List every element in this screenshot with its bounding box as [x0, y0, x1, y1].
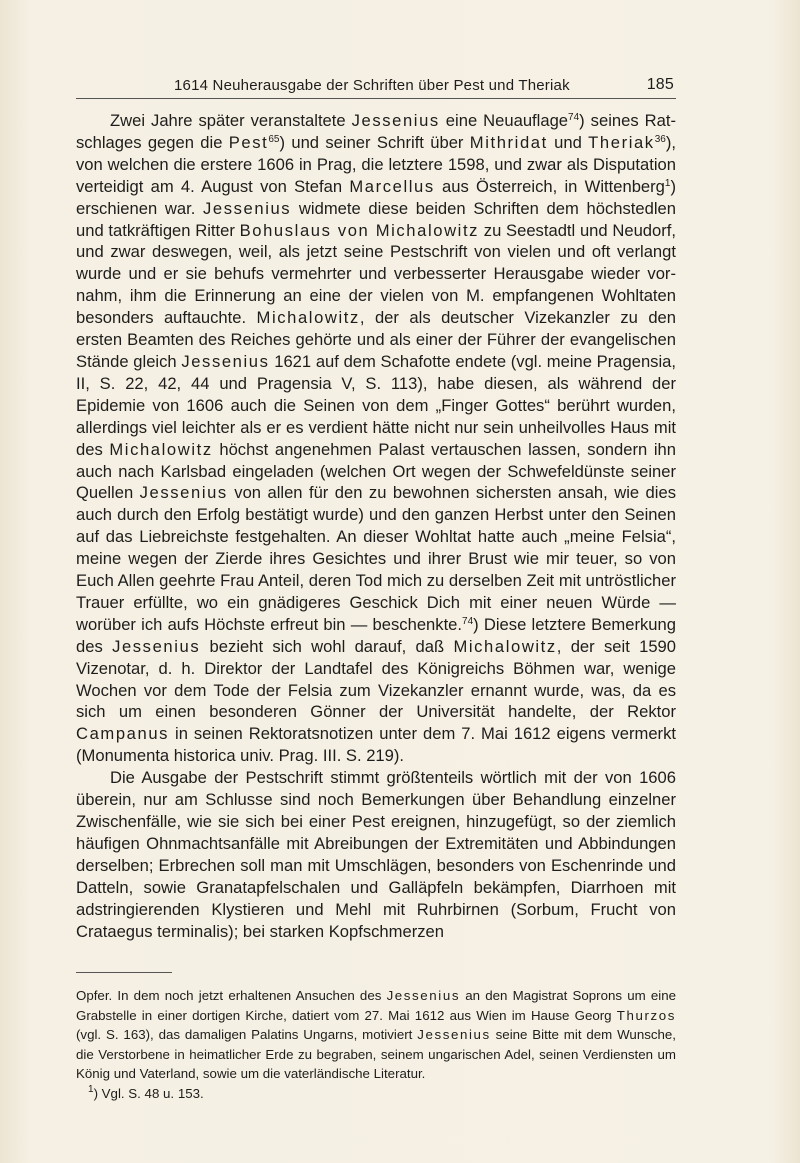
- spaced-name: Bohuslaus von Michalowitz: [239, 220, 480, 240]
- footnote-marker: 74: [568, 112, 580, 123]
- footnote-rule: [76, 972, 172, 973]
- spaced-name: Michalowitz: [256, 308, 360, 328]
- footnotes: [76, 986, 676, 1104]
- page-number: 185: [646, 76, 674, 93]
- spaced-name: Jessenius: [351, 111, 440, 130]
- spaced-name: Jessenius: [203, 198, 292, 218]
- spaced-name: Pest: [228, 132, 269, 152]
- spaced-name: Jessenius: [112, 636, 201, 656]
- paragraph: Die Ausgabe der Pestschrift stimmt größtenteils wörtlich mit der von 1606 überein, nur am Schlusse sind noch Bemerkungen über Behandlung einzelner Zwischenfälle, wie sie sich bei einer Pest ereignen, hinzugefügt, so der ziemlich häufigen Ohnmachtsanfälle mit Abreibungen der Extremitäten und Abbindungen derselben; Erbrechen soll man mit Umschlägen, besonders von Eschenrinde und Datteln, sowie Granatapfelschalen und Galläpfeln bekämpfen, Diarrhoen mit adstringierenden Klystieren und Mehl mit Ruhrbirnen (Sorbum, Frucht von Crataegus terminalis); bei starken Kopfschmerzen: [76, 768, 676, 941]
- footnote-marker: 74: [462, 615, 474, 627]
- spaced-name: Marcellus: [349, 176, 435, 196]
- main-text: [76, 110, 676, 942]
- footnote-marker: 65: [268, 133, 280, 145]
- spaced-name: Jessenius: [139, 483, 228, 503]
- footnote-marker: 36: [654, 133, 666, 145]
- spaced-name: Jessenius: [181, 351, 270, 371]
- footnote-marker: 1: [664, 177, 671, 189]
- spaced-name: Thurzos: [616, 1007, 676, 1023]
- spaced-name: Theriak: [588, 132, 655, 152]
- spaced-name: Campanus: [76, 724, 170, 744]
- spaced-name: Jessenius: [417, 1027, 491, 1043]
- paragraph: Zwei Jahre später veranstaltete Jessenius eine Neuauflage$^{74}$) seines Ratschlages gegen die Pest$^{65}$) und seiner Schrift über Mithridat und Theriak$^{36}$), von welchen die erstere 1606 in Prag, die letztere 1598, und zwar als Disputation verteidigt am 4. August von Stefan Marcellus aus Österreich, in Wittenberg$^1$) erschienen war. Jessenius widmete diese beiden Schriften dem höchstedlen und tatkräftigen Ritter Bohuslaus von Michalowitz zu Seestadtl und Neudorf, und zwar deswegen, weil, als jetzt seine Pestschrift von vielen und oft verlangt wurde und er sie behufs vermehrter und verbesserter Herausgabe wieder vornahm, ihm die Erinnerung an eine der vielen von M. empfangenen Wohltaten besonders auftauchte. Michalowitz, der als deutscher Vizekanzler zu den ersten Beamten des Reiches gehörte und als einer der Führer der evangelischen Stände gleich Jessenius 1621 auf dem Schafotte endete (vgl. meine Pragensia, II, S. 22, 42, 44 und Pragensia V, S. 113), habe diesen, als während der Epidemie von 1606 auch die Seinen von dem „Finger Gottes“ berührt wurden, allerdings viel leichter als er es verdient hätte nicht nur sein unheilvolles Haus mit des Michalowitz höchst angenehmen Palast vertauschen lassen, sondern ihn auch nach Karlsbad eingeladen (welchen Ort wegen der Schwefeldünste seiner Quellen Jessenius von allen für den zu bewohnen sichersten ansah, wie dies auch durch den Erfolg bestätigt wurde) und den ganzen Herbst unter den Seinen auf das Liebreichste festgehalten. An dieser Wohltat hatte auch „meine Felsia“, meine wegen der Zierde ihres Gesichtes und ihrer Brust wie mir teuer, so von Euch Allen geehrte Frau Anteil, deren Tod mich zu derselben Zeit mit untröstlicher Trauer erfüllte, wo ein gnädigeres Geschick Dich mit einer neuen Würde — worüber ich aufs Höchste erfreut bin — beschenkte.$^{74}$) Diese letztere Bemerkung des Jessenius bezieht sich wohl darauf, daß Michalowitz, der seit 1590 Vizenotar, d. h. Direktor der Landtafel des Königreichs Böhmen war, wenige Wochen vor dem Tode der Felsia zum Vizekanzler ernannt wurde, was, da es sich um einen besonderen Gönner der Universität handelte, der Rektor Campanus in seinen Rektoratsnotizen unter dem 7. Mai 1612 eigens vermerkt (Monumenta historica univ. Prag. III. S. 219).: [76, 111, 677, 766]
- running-title: 1614 Neuherausgabe der Schriften über Pest und Theriak: [174, 77, 570, 94]
- spaced-name: Michalowitz: [109, 439, 213, 459]
- footnote: $^1$) Vgl. S. 48 u. 153.: [88, 1083, 204, 1101]
- footnote: Opfer. In dem noch jetzt erhaltenen Ansuchen des Jessenius an den Magistrat Soprons um eine Grabstelle in einer dortigen Kirche, datiert vom 27. Mai 1612 aus Wien im Hause Georg Thurzos (vgl. S. 163), das damaligen Palatins Ungarns, motiviert Jessenius seine Bitte mit dem Wunsche, die Verstorbene in heimatlicher Erde zu begraben, seinem ungarischen Adel, seinen Verdiensten um König und Vaterland, sowie um die vaterländische Literatur.: [76, 988, 676, 1082]
- spaced-name: Jessenius: [386, 988, 461, 1003]
- spaced-name: Mithridat: [469, 132, 548, 152]
- running-header: [76, 74, 676, 99]
- spaced-name: Michalowitz: [453, 636, 557, 656]
- footnote-marker: 1: [88, 1083, 94, 1095]
